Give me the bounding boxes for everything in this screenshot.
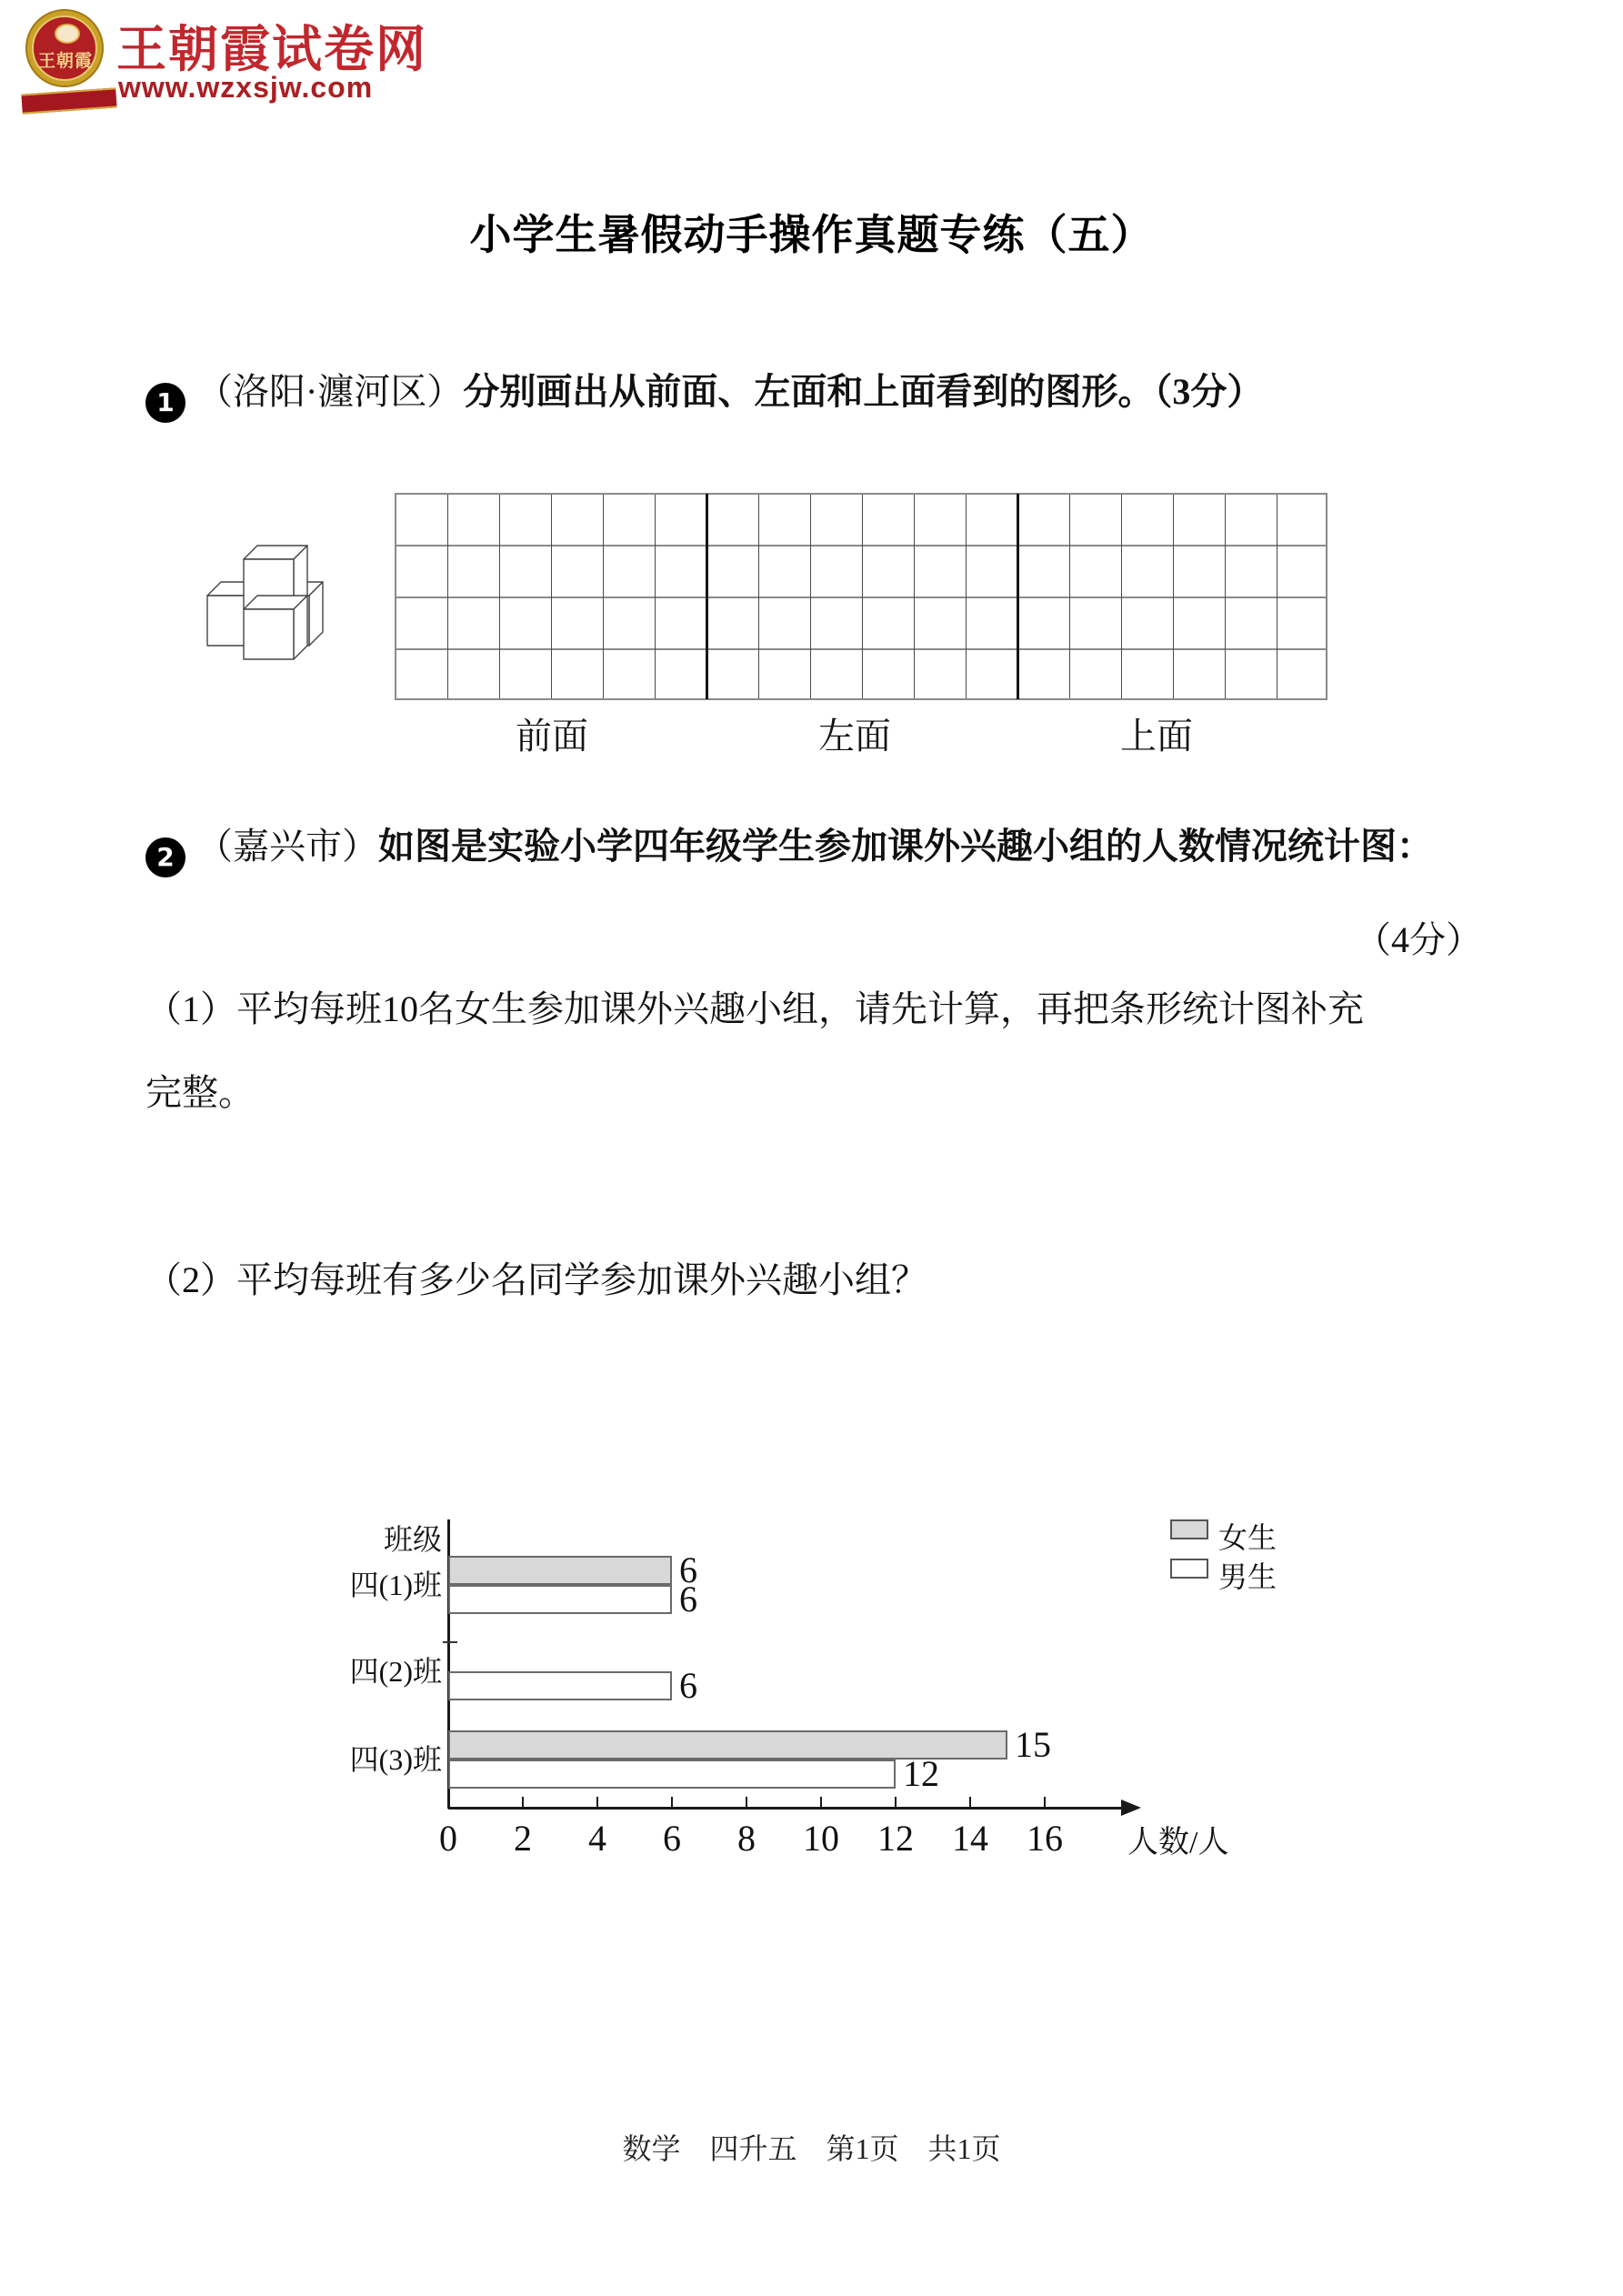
question-1-line bbox=[145, 369, 1263, 423]
chart-x-tick bbox=[1044, 1797, 1046, 1808]
chart-bar-女生-四(1)班 bbox=[448, 1556, 672, 1585]
legend-swatch-boys bbox=[1170, 1559, 1208, 1579]
chart-x-tick bbox=[969, 1797, 971, 1808]
chart-x-tick-label: 0 bbox=[439, 1818, 457, 1859]
grid-section-divider bbox=[1017, 494, 1019, 699]
chart-x-tick-label: 2 bbox=[514, 1818, 532, 1859]
question-2-sub1-continuation: 完整。 bbox=[145, 1072, 255, 1113]
chart-category-label: 四(2)班 bbox=[349, 1655, 442, 1688]
chart-bar-男生-四(3)班 bbox=[448, 1760, 896, 1789]
chart-x-tick bbox=[895, 1797, 897, 1808]
chart-x-tick bbox=[820, 1797, 822, 1808]
question-1-number-badge: 1 bbox=[145, 383, 185, 423]
chart-x-tick bbox=[596, 1797, 598, 1808]
brand-title: 王朝霞试卷网 bbox=[116, 21, 428, 77]
chart-x-tick-label: 6 bbox=[663, 1818, 681, 1859]
chart-x-axis-label: 人数/人 bbox=[1127, 1826, 1229, 1860]
badge-portrait-icon bbox=[55, 24, 80, 44]
legend-label-girls: 女生 bbox=[1218, 1521, 1277, 1554]
question-1-source: （洛阳·瀍河区） bbox=[196, 371, 464, 412]
chart-x-axis bbox=[448, 1807, 1123, 1810]
badge-text: 王朝霞 bbox=[37, 52, 93, 71]
chart-x-tick-label: 12 bbox=[877, 1818, 914, 1859]
legend-swatch-girls bbox=[1170, 1519, 1208, 1539]
chart-category-label: 四(3)班 bbox=[349, 1743, 442, 1776]
brand-badge-logo bbox=[24, 4, 111, 122]
grid-label-front: 前面 bbox=[516, 716, 588, 757]
missing-bar-placeholder bbox=[443, 1641, 457, 1643]
question-2-number-badge: 2 bbox=[145, 837, 185, 877]
badge-ribbon bbox=[21, 87, 116, 114]
question-1-score: （3分） bbox=[1154, 371, 1264, 412]
question-1-text: 分别画出从前面、左面和上面看到的图形。 bbox=[463, 371, 1155, 412]
question-2-sub2: （2）平均每班有多少名同学参加课外兴趣小组？ bbox=[145, 1259, 927, 1300]
question-2-sub1: （1）平均每班10名女生参加课外兴趣小组，请先计算，再把条形统计图补充 bbox=[145, 988, 1364, 1029]
chart-x-tick bbox=[671, 1797, 673, 1808]
chart-x-tick-label: 10 bbox=[803, 1818, 839, 1859]
cube-stack-figure bbox=[195, 538, 332, 666]
chart-x-axis-arrow-icon bbox=[1121, 1800, 1141, 1816]
chart-x-tick bbox=[746, 1797, 747, 1808]
chart-x-tick-label: 4 bbox=[588, 1818, 606, 1859]
chart-x-tick bbox=[522, 1797, 524, 1808]
brand-url: www.wzxsjw.com bbox=[118, 71, 374, 104]
question-2-score: （4分） bbox=[1355, 919, 1482, 960]
grid-label-left: 左面 bbox=[818, 716, 891, 757]
page-footer: 数学 四升五 第1页 共1页 bbox=[622, 2132, 1001, 2165]
chart-bar-value: 15 bbox=[1015, 1724, 1051, 1765]
chart-x-tick-label: 14 bbox=[952, 1818, 988, 1859]
chart-bar-男生-四(2)班 bbox=[448, 1671, 672, 1700]
question-2-text: 如图是实验小学四年级学生参加课外兴趣小组的人数情况统计图： bbox=[378, 826, 1433, 867]
chart-bar-value: 6 bbox=[679, 1549, 697, 1590]
legend-label-boys: 男生 bbox=[1218, 1560, 1277, 1593]
chart-bar-value: 12 bbox=[903, 1753, 939, 1794]
chart-bar-value: 6 bbox=[679, 1665, 697, 1706]
chart-x-tick-label: 16 bbox=[1027, 1818, 1063, 1859]
grid-label-top: 上面 bbox=[1120, 716, 1193, 757]
chart-x-tick-label: 8 bbox=[737, 1818, 756, 1859]
chart-bar-男生-四(1)班 bbox=[448, 1585, 672, 1614]
question-2-line bbox=[145, 824, 1433, 877]
chart-category-label: 四(1)班 bbox=[349, 1569, 442, 1601]
chart-bar-value: 6 bbox=[679, 1579, 697, 1619]
page-title: 小学生暑假动手操作真题专练（五） bbox=[469, 211, 1154, 258]
grid-section-divider bbox=[706, 494, 708, 699]
drawing-grid[interactable] bbox=[395, 493, 1327, 700]
question-2-source: （嘉兴市） bbox=[196, 826, 378, 867]
chart-y-axis-label: 班级 bbox=[383, 1523, 442, 1556]
